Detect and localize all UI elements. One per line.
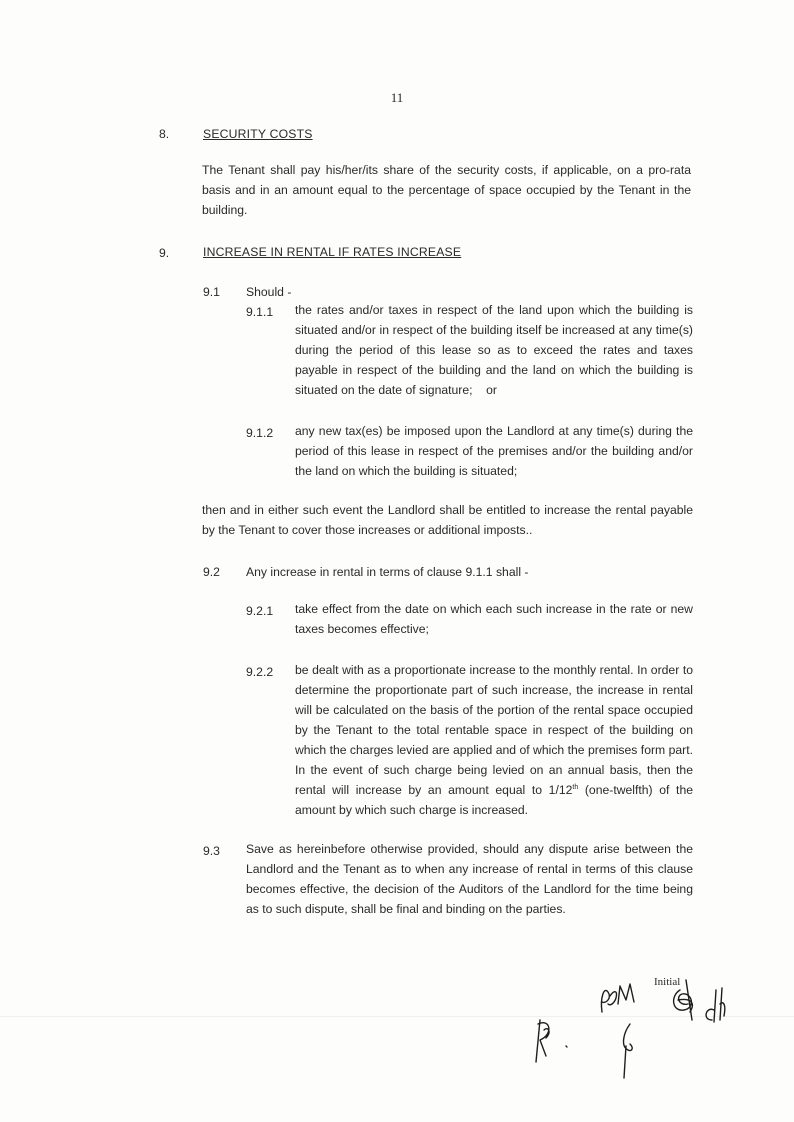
section-9-heading: INCREASE IN RENTAL IF RATES INCREASE <box>203 245 462 259</box>
clause-9-2-number: 9.2 <box>203 565 220 579</box>
clause-9-2-1-text: take effect from the date on which each such increase in the rate or new taxes becomes effective; <box>295 602 693 636</box>
clause-9-2-text: Any increase in rental in terms of clause 9.1.1 shall - <box>246 565 529 579</box>
section-8-number: 8. <box>159 127 170 141</box>
then-paragraph: then and in either such event the Landlord shall be entitled to increase the rental payable by the Tenant to cover those increases or additional imposts.. <box>202 503 693 537</box>
initials-dot <box>566 1046 567 1047</box>
clause-9-3-text: Save as hereinbefore otherwise provided, should any dispute arise between the Landlord and the Tenant as to when any increase of rental in terms of this clause becomes effective, the decision of the Auditors of the Landlord for the time being as to such dispute, shall be final and binding on the parties. <box>246 842 693 916</box>
clause-9-1-2-number: 9.1.2 <box>246 426 274 440</box>
clause-9-1-text: Should - <box>246 285 292 299</box>
clause-9-1-1-text: the rates and/or taxes in respect of the land upon which the building is situated and/or in respect of the building itself be increased at any time(s) during the period of this lease so as to exceed the rates and taxes payable in respect of the building and the land on which the building is situated on the date of signature; or <box>295 303 693 397</box>
clause-9-3-number: 9.3 <box>203 844 220 858</box>
initials-bm <box>601 984 634 1012</box>
section-9-number: 9. <box>159 246 170 260</box>
clause-9-1-1-number: 9.1.1 <box>246 305 274 319</box>
page-number: 11 <box>390 90 404 105</box>
initials-scribble <box>674 980 693 1020</box>
clause-9-1-2-text: any new tax(es) be imposed upon the Landlord at any time(s) during the period of this lease in respect of the premises and/or the building and/or the land on which the building is situated; <box>295 424 693 478</box>
clause-9-2-2-number: 9.2.2 <box>246 665 274 679</box>
clause-9-1-1-or: or <box>486 383 497 397</box>
initials-d <box>706 988 725 1022</box>
clause-9-2-1-number: 9.2.1 <box>246 604 274 618</box>
initials-f <box>624 1024 633 1078</box>
section-8-text: The Tenant shall pay his/her/its share of the security costs, if applicable, on a pro-rata basis and in an amount equal to the percentage of space occupied by the Tenant in the building. <box>202 163 691 217</box>
clause-9-1-number: 9.1 <box>203 285 220 299</box>
clause-9-2-2-text: be dealt with as a proportionate increase to the monthly rental. In order to determine the proportionate part of such increase, the increase in rental will be calculated on the basis of the portion of the rental space occupied by the Tenant to the total rentable space in respect of the building on which the charges levied are applied and of which the premises form part. In the event of such charge being levied on an annual basis, then the rental will increase by an amount equal to 1/12th (one-twelfth) of the amount by which such charge is increased. <box>295 663 693 817</box>
section-8-heading: SECURITY COSTS <box>203 127 313 141</box>
initial-label: Initial <box>654 976 681 988</box>
initials-r <box>536 1020 549 1062</box>
handwritten-initials <box>520 960 740 1080</box>
